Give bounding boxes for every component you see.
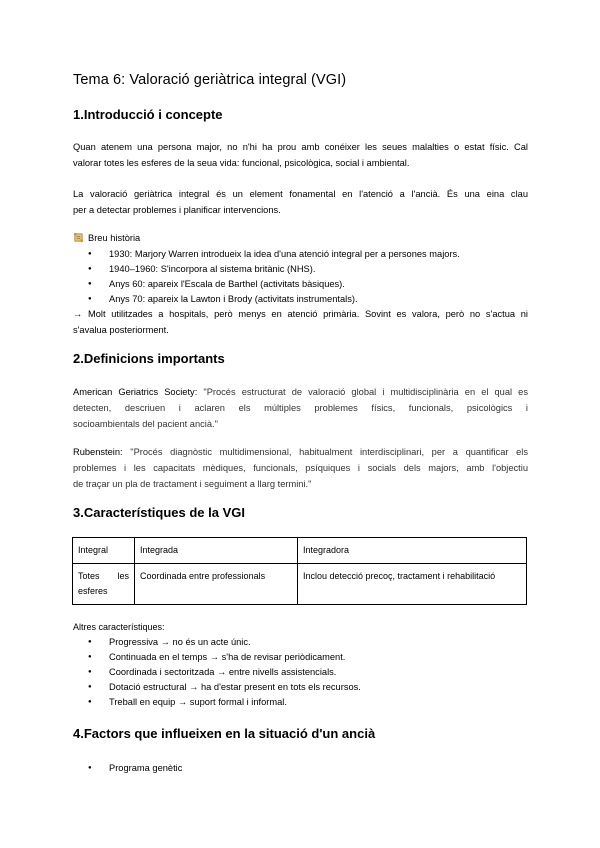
table-cell: Coordinada entre professionals [135,564,298,605]
table-cell: Inclou detecció precoç, tractament i rehabilitació [298,564,527,605]
ags-quote: "Procés estructurat de valoració global i multidisciplinària en el qual es [203,387,528,397]
table-header-cell: Integral [73,538,135,564]
table-header-row [73,538,527,564]
list-item-text: Dotació estructural → ha d'estar present en tots els recursos. [109,682,361,692]
list-item-text: 1940–1960: S'incorpora al sistema britànic (NHS). [109,264,316,274]
definition-rubenstein [73,444,528,492]
history-label: Breu història [88,233,141,243]
text-line: s'avalua posteriorment. [73,325,169,335]
text-line [73,444,528,460]
history-note [73,306,528,338]
text-line: de traçar un pla de tractament i seguiment a llarg termini." [73,479,312,489]
section-heading-characteristics: 3.Característiques de la VGI [73,505,245,520]
text-line: per a detectar problemes i planificar intervencions. [73,205,281,215]
text-line [73,384,528,400]
page-title: Tema 6: Valoració geriàtrica integral (VGI) [73,72,347,88]
definition-ags [73,384,528,432]
text-line: → Molt utilitzades a hospitals, però menys en atenció primària. Sovint es valora, però no s'actua ni [73,309,528,319]
list-item-text: 1930: Marjory Warren introdueix la idea d'una atenció integral per a persones majors. [109,249,460,259]
rubenstein-label: Rubenstein: [73,447,123,457]
scroll-icon [73,232,84,243]
table-header-cell: Integradora [298,538,527,564]
list-item-text: Anys 60: apareix l'Escala de Barthel (activitats bàsiques). [109,279,345,289]
intro-paragraph-1 [73,139,528,171]
list-item-text: Programa genètic [109,763,183,773]
text-line: detecten, descriuen i aclaren els múltiples problemes físics, funcionals, psicològics i [73,403,528,413]
table-header-cell: Integrada [135,538,298,564]
text-line: socioambientals del pacient ancià." [73,419,218,429]
intro-paragraph-2 [73,186,528,218]
section-heading-definitions: 2.Definicions importants [73,351,225,366]
ags-label: American Geriatrics Society: [73,387,198,397]
history-heading [73,231,140,246]
section-heading-intro: 1.Introducció i concepte [73,107,223,122]
characteristics-table [72,537,527,605]
list-item-text: Continuada en el temps → s'ha de revisar periòdicament. [109,652,346,662]
text-line: La valoració geriàtrica integral és un element fonamental en l'atenció a l'ancià. És una eina clau [73,189,528,199]
other-characteristics-label: Altres característiques: [73,622,165,632]
table-cell: Totes les esferes [73,564,135,605]
section-heading-factors: 4.Factors que influeixen en la situació d'un ancià [73,726,376,741]
rubenstein-quote: "Procés diagnòstic multidimensional, habitualment interdisciplinari, per a quantificar els [130,447,528,457]
table-row [73,564,527,605]
text-line: Quan atenem una persona major, no n'hi ha prou amb conéixer les seues malalties o estat físic. Cal [73,142,528,152]
text-line: valorar totes les esferes de la seua vida: funcional, psicològica, social i ambiental. [73,158,410,168]
text-line: problemes i les capacitats mèdiques, funcionals, psíquiques i socials dels majors, amb l'objectiu [73,463,528,473]
list-item-text: Treball en equip → suport formal i informal. [109,697,287,707]
list-item-text: Anys 70: apareix la Lawton i Brody (activitats instrumentals). [109,294,358,304]
list-item-text: Coordinada i sectoritzada → entre nivells assistencials. [109,667,337,677]
list-item-text: Progressiva → no és un acte únic. [109,637,251,647]
